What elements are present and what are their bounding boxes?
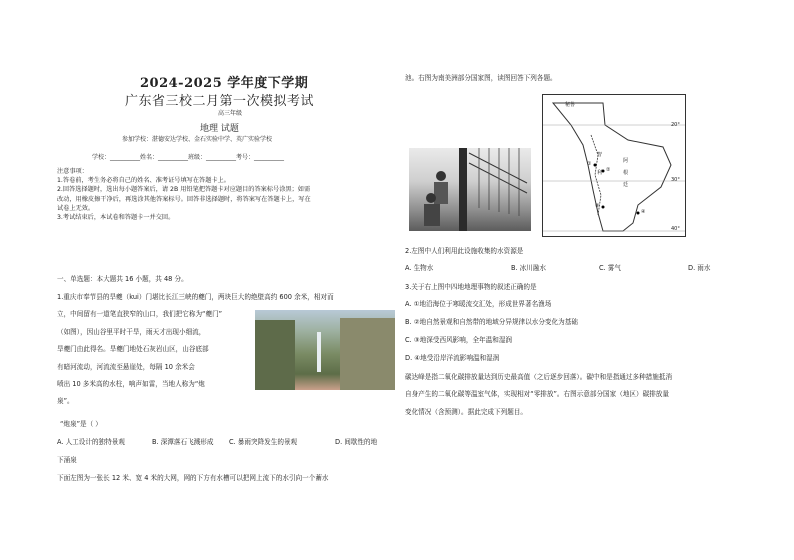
- map-label-argentina-2: 根: [623, 170, 629, 176]
- q1-line: （如图），因山谷里平时干旱，雨天才出现小细流，: [57, 327, 206, 336]
- notice-line: 2.回答选择题时，选出每小题答案后，请 2B 用铅笔把答题卡对应题目的答案标号涂黑；如需: [57, 186, 311, 194]
- q4-line: 碳达峰是指二氧化碳排放量达到历史最高值（之后逐步回落）。碳中和是指通过多种措施抵消: [405, 373, 673, 381]
- map-point-2: ②: [606, 167, 611, 173]
- notice-heading: 注意事项：: [57, 168, 88, 175]
- q1-line: 旱夔门由此得名。旱夔门地处石灰岩山区，山谷底部: [57, 345, 209, 354]
- q1-line: 有暗河流动，河流流至悬崖处，每隔 10 余米会: [57, 362, 195, 371]
- q1-option-c[interactable]: C. 暴雨突降发生的景观: [229, 438, 298, 446]
- map-label-argentina-1: 阿: [623, 158, 629, 164]
- notice-line: 3.考试结束后，本试卷和答题卡一并交回。: [57, 214, 175, 222]
- q3-option-a[interactable]: A. ①地沿海位于寒暖流交汇处，形成世界著名渔场: [405, 300, 552, 308]
- question-4-intro: [405, 373, 743, 417]
- fog-net-photo: [409, 148, 531, 231]
- map-label-chile-1: 智: [597, 152, 603, 158]
- map-point-3: ③: [595, 203, 600, 209]
- section-heading: 一、单选题：本大题共 16 小题，共 48 分。: [57, 275, 188, 283]
- map-label-peru: 秘鲁: [565, 102, 576, 108]
- question-3: 3.关于右上图中四地地理事物的叙述正确的是: [405, 283, 537, 291]
- q2-intro-continued: 池。右图为南美洲部分国家图，读图回答下列各题。: [405, 74, 557, 82]
- student-info-fields: 学校：__________姓名：__________班级：__________考号：__________: [92, 154, 285, 161]
- cliff-right: [340, 318, 395, 390]
- q2-option-d[interactable]: D. 雨水: [688, 264, 711, 272]
- notice-block: [57, 167, 392, 222]
- question-2: 2.左图中人们利用此设施收集的水资源是: [405, 247, 524, 255]
- q1-option-a[interactable]: A. 人工设计的独特景观: [57, 438, 125, 446]
- map-label-chile-2: 利: [597, 170, 603, 176]
- fog-net-illustration: [409, 148, 531, 231]
- map-drawing: [543, 95, 685, 236]
- q4-line: 变化情况（含预测）。据此完成下列题目。: [405, 407, 527, 416]
- notice-line: 改动，用橡皮擦干净后，再选涂其他答案标号。回答非选择题时，将答案写在答题卡上，写在: [57, 195, 311, 203]
- notice-line: 1.答卷前，考生务必将自己的姓名、准考证号填写在答题卡上。: [57, 177, 230, 185]
- q1-option-d-wrap: 下涌泉: [57, 456, 77, 464]
- q2-options: [405, 264, 735, 276]
- gorge-photo: [255, 310, 395, 390]
- q1-option-b[interactable]: B. 深潭落石飞溅形成: [152, 438, 214, 446]
- q1-line: 泉”。: [57, 397, 74, 406]
- q1-line: 喷出 10 多米高的水柱，响声如雷，当地人称为“炮: [57, 380, 205, 389]
- map-label-argentina-3: 廷: [623, 182, 629, 188]
- grade-label: 高三年级: [218, 110, 243, 117]
- south-america-map: [542, 94, 686, 237]
- q1-stem: “炮泉”是（ ）: [60, 420, 102, 428]
- q2-option-b[interactable]: B. 冰川融水: [511, 264, 547, 272]
- map-point-1: ①: [587, 161, 592, 167]
- exam-title: 广东省三校二月第一次模拟考试: [125, 94, 315, 109]
- map-lat-30: 30°: [671, 177, 680, 183]
- subject-title: 地理 试题: [200, 124, 239, 134]
- map-lat-40: 40°: [671, 226, 680, 232]
- q3-option-d[interactable]: D. ④地受沿岸洋流影响温和湿润: [405, 354, 500, 362]
- waterfall: [317, 332, 321, 372]
- participating-schools: 参加学校：湛德安达学校、金石实验中学、英广实验学校: [122, 136, 273, 143]
- q2-intro: 下面左图为一张长 12 米、宽 4 米的大网，网的下方有水槽可以把网上流下的水引向一个蓄水: [57, 474, 329, 482]
- map-point-4: ④: [641, 209, 646, 215]
- q3-option-c[interactable]: C. ③地深受西风影响，全年温和湿润: [405, 336, 513, 344]
- exam-title-year: 2024-2025 学年度下学期: [140, 76, 309, 91]
- q1-options: [57, 438, 397, 450]
- q2-option-c[interactable]: C. 雾气: [599, 264, 621, 272]
- map-lat-20: 20°: [671, 122, 680, 128]
- q1-line: 立，中间留有一道笔直狭窄的山口，我们把它称为“夔门”: [57, 310, 223, 319]
- q1-option-d[interactable]: D. 间歇性的地: [335, 438, 378, 446]
- q2-option-a[interactable]: A. 生物水: [405, 264, 434, 272]
- cliff-left: [255, 320, 295, 390]
- q3-option-b[interactable]: B. ②地自然景观和自然带的地域分异规律以水分变化为基础: [405, 318, 578, 326]
- notice-line: 试卷上无效。: [57, 204, 95, 212]
- q4-line: 自身产生的二氧化碳等温室气体，实现相对“零排放”。右图示意部分国家（地区）碳排放量: [405, 390, 669, 399]
- q1-line: 1.重庆市奉节县的旱夔（kui）门堪比长江三峡的夔门，两块巨大的绝壁高约 600 余米，相对而: [57, 293, 334, 301]
